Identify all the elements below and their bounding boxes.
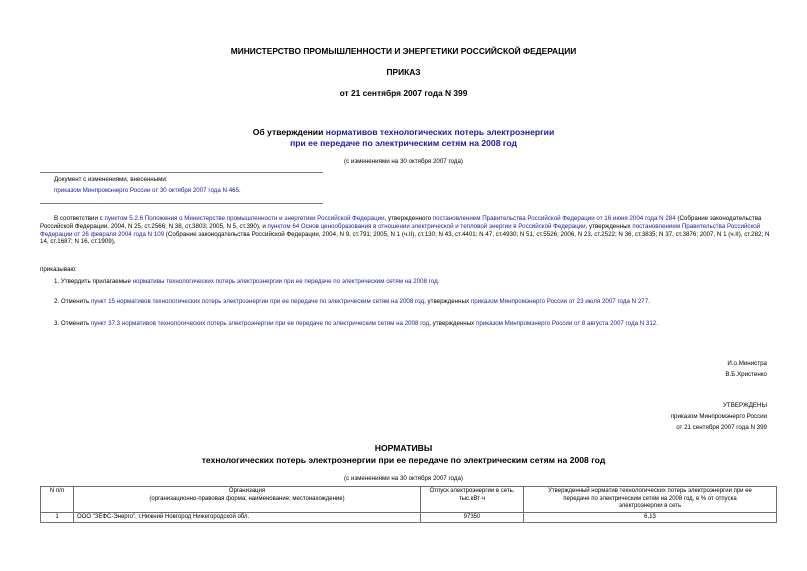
preamble-text-3: (Собрание законодательства Российской Федерации, 2004, N 25, ст.2566; N 38, ст.3803; 2005, N 5, ст.390), и	[40, 215, 762, 230]
item3-end: .	[656, 320, 658, 327]
norms-subtitle: технологических потерь электроэнергии при ее передаче по электрическим сетям на 2008 год	[201, 455, 606, 465]
order-item-1	[54, 278, 774, 286]
preamble-paragraph	[40, 215, 770, 246]
table-header-row	[41, 487, 777, 513]
item1-text: 1. Утвердить прилагаемые	[54, 278, 133, 285]
cell-norm: 6,13	[524, 512, 777, 523]
item2-middle: , утвержденных	[424, 298, 471, 305]
item1-end: .	[437, 278, 440, 285]
preamble-link-4[interactable]: постановлением Правительства Российской Федерации от 26 февраля 2004 года N 109	[40, 222, 761, 238]
item3-link-2[interactable]: приказом Минпромэнерго России от 8 августа 2007 года N 312	[476, 320, 657, 327]
table-row	[41, 512, 777, 523]
preamble-text-1: В соответствии с	[54, 215, 105, 222]
signature-name: В.Б.Христенко	[725, 371, 767, 378]
cell-org: ООО "ЗЕФС-Энерго", г.Нижний Новгород Нижегородской обл.	[74, 512, 421, 523]
col-norm-header-line3: электроэнергии в сеть	[618, 503, 682, 509]
amend-top-divider	[40, 172, 323, 173]
item1-link[interactable]: нормативы технологических потерь электроэнергии при ее передаче по электрическим сетям на 2008 год	[132, 278, 438, 285]
approved-date: от 21 сентября 2007 года N 399	[676, 424, 767, 431]
item2-text: 2. Отменить	[54, 298, 91, 305]
order-word: приказываю:	[40, 266, 77, 273]
col-org-header-line2: (организационно-правовая форма; наименование; местонахождение)	[149, 495, 345, 502]
doc-type: ПРИКАЗ	[386, 67, 421, 77]
cell-supply: 97350	[421, 512, 524, 523]
norms-table	[40, 486, 777, 523]
approved-by: приказом Минпромэнерго России	[670, 413, 767, 420]
col-org-header-line1: Организация	[228, 488, 266, 494]
norms-changes-note: (с изменениями на 30 октября 2007 года)	[344, 475, 463, 482]
preamble-link-2[interactable]: постановлением Правительства Российской Федерации от 16 июня 2004 года N 284	[432, 215, 676, 222]
col-norm-header-line2: передаче по электрическим сетям на 2008 год, в % от отпуска	[563, 495, 737, 502]
col-num-header: N п/п	[41, 487, 74, 513]
col-supply-header-line2: тыс.кВт·ч	[458, 495, 486, 502]
item3-text: 3. Отменить	[54, 320, 91, 327]
col-supply-header	[421, 487, 524, 513]
title-prefix: Об утверждении	[252, 127, 326, 137]
col-org-header	[74, 487, 421, 513]
approved-word: УТВЕРЖДЕНЫ	[723, 402, 767, 409]
norms-link[interactable]: нормативов технологических потерь электроэнергии	[325, 127, 555, 137]
doc-title-line2[interactable]: при ее передаче по электрическим сетям на 2008 год	[290, 138, 517, 148]
col-norm-header-line1: Утвержденный норматив технологических потерь электроэнергии при ее	[548, 488, 752, 494]
preamble-text-5: (Собрание законодательства Российской Федерации, 2004, N 9, ст.791; 2005, N 1 (ч.II), ст.130; N 43, ст.4401; N 47, ст.4930; N 51, ст.5526; 2006, N 23, ст.2522; N 36, ст.3835; N 37, ст.3876; 2007, N 1 (ч.II), ст.282; N 14, ст.1687; N 16, ст.1909),	[40, 230, 770, 246]
col-norm-header	[524, 487, 777, 513]
doc-title-line1	[0, 127, 807, 138]
amend-link[interactable]: приказом Минпромэнерго России от 30 октября 2007 года N 465.	[54, 187, 241, 194]
item2-end: .	[648, 298, 650, 305]
ministry-title: МИНИСТЕРСТВО ПРОМЫШЛЕННОСТИ И ЭНЕРГЕТИКИ РОССИЙСКОЙ ФЕДЕРАЦИИ	[230, 46, 577, 56]
signature-role: И.о.Министра	[727, 360, 767, 367]
order-item-3	[54, 320, 774, 328]
cell-num: 1	[41, 512, 74, 523]
preamble-text-2: , утвержденного	[384, 215, 433, 222]
item2-link-1[interactable]: пункт 15 нормативов технологических потерь электроэнергии при ее передаче по электрическим сетям на 2008 год	[90, 298, 425, 305]
item3-middle: , утвержденных	[429, 320, 476, 327]
norms-title: НОРМАТИВЫ	[374, 443, 433, 453]
amend-bottom-divider	[40, 203, 323, 204]
title-changes-note: (с изменениями на 30 октября 2007 года)	[344, 158, 463, 165]
amend-label: Документ с изменениями, внесенными:	[54, 176, 168, 183]
preamble-link-1[interactable]: пунктом 5.2.6 Положения о Министерстве промышленности и энергетики Российской Федерации	[104, 215, 385, 222]
item3-link-1[interactable]: пункт 37.3 нормативов технологических потерь электроэнергии при ее передаче по электрическим сетям на 2008 год	[90, 320, 430, 327]
doc-date: от 21 сентября 2007 года N 399	[339, 88, 468, 98]
preamble-link-3[interactable]: пунктом 64 Основ ценообразования в отношении электрической и тепловой энергии в Российской Федерации	[267, 222, 586, 230]
order-item-2	[54, 298, 774, 306]
item2-link-2[interactable]: приказом Минпромэнерго России от 23 июля 2007 года N 277	[470, 298, 649, 305]
preamble-text-4: , утвержденных	[585, 222, 633, 230]
col-supply-header-line1: Отпуск электроэнергии в сеть,	[429, 488, 515, 494]
